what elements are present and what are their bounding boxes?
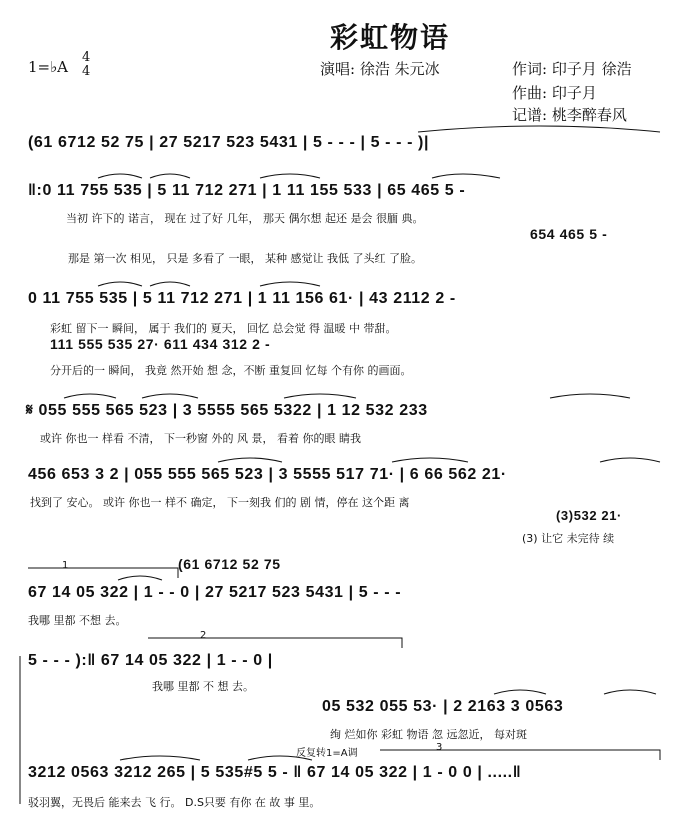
slur (248, 756, 312, 760)
slur (98, 174, 142, 178)
slur (494, 690, 546, 694)
notation-line: 05 532 055 53· | 2 2163 3 0563 (322, 698, 564, 715)
notation-line: 67 14 05 322 | 1 - - 0 | 27 5217 523 5431 | 5 - - - (28, 584, 402, 601)
lyric-line: 驳羽翼，无畏后 能来去 飞 行。 D.S只要 有你 在 故 事 里。 (28, 796, 321, 809)
slur (604, 690, 656, 694)
slur (98, 282, 142, 286)
lyric-line: 当初 许下的 诺言， 现在 过了好 几年， 那天 偶尔想 起还 是会 很腼 典。 (66, 212, 424, 225)
slur (418, 126, 660, 132)
lyricist: 作词: 印子月 徐浩 (512, 60, 632, 78)
lyric-line: 我哪 里都 不想 去。 (28, 614, 127, 627)
slur (260, 282, 320, 286)
song-title: 彩虹物语 (330, 21, 451, 54)
slur (150, 282, 190, 286)
notation-line: 0 11 755 535 | 5 11 712 271 | 1 11 156 61· | 43 2112 2 - (28, 290, 456, 307)
volta-number: 2 (200, 630, 207, 641)
slur (432, 174, 500, 178)
slur (600, 458, 660, 462)
lyric-line: (3) 让它 未完待 续 (522, 532, 615, 545)
volta-bracket (380, 750, 660, 760)
notation-line: 5 - - - ):‖ 67 14 05 322 | 1 - - 0 | (28, 652, 273, 669)
slur (120, 756, 200, 760)
slur (218, 458, 282, 462)
notation-line: ‖:0 11 755 535 | 5 11 712 271 | 1 11 155 533 | 65 465 5 - (28, 182, 466, 199)
notation-line: 111 555 535 27· 611 434 312 2 - (50, 336, 271, 352)
composer: 作曲: 印子月 (512, 84, 597, 102)
time-signature-top: 4 (82, 50, 91, 65)
lyric-line: 找到了 安心。 或许 你也一 样不 确定， 下一刻我 们的 剧 情，停在 这个距 离 (30, 496, 410, 509)
volta-number: 1 (62, 560, 69, 571)
time-signature-bottom: 4 (82, 64, 91, 79)
lyric-line: 绚 烂如你 彩虹 物语 忽 远忽近， 每对斑 (330, 728, 527, 741)
notation-line: 654 465 5 - (530, 226, 608, 242)
notation-line: 456 653 3 2 | 055 555 565 523 | 3 5555 517 71· | 6 66 562 21· (28, 466, 507, 483)
notation-line: (61 6712 52 75 (178, 556, 281, 572)
slur (284, 394, 356, 398)
slur (118, 576, 162, 580)
lyric-line: 或许 你也一 样看 不清， 下一秒窗 外的 风 景， 看着 你的眼 睛我 (40, 432, 361, 445)
lyric-line: 那是 第一次 相见， 只是 多看了 一眼， 某种 感觉让 我低 了头红 了脸。 (68, 252, 422, 265)
lyric-line: 我哪 里都 不 想 去。 (152, 680, 254, 693)
volta-bracket (28, 568, 178, 578)
lyric-line: 彩虹 留下一 瞬间， 属于 我们的 夏天， 回忆 总会觉 得 温暖 中 带甜。 (50, 322, 397, 335)
key-signature: 1=♭A (28, 58, 69, 76)
slur (392, 458, 468, 462)
modulation-mark: 反复转1=A调 (296, 748, 358, 759)
singers: 演唱: 徐浩 朱元冰 (320, 60, 440, 78)
slur (142, 394, 198, 398)
notation-line: 𝄋 055 555 565 523 | 3 5555 565 5322 | 1 12 532 233 (26, 402, 428, 419)
transcriber: 记谱: 桃李醉春风 (512, 106, 627, 124)
notation-line: (3)532 21· (556, 508, 622, 523)
slur (64, 394, 116, 398)
notation-line: (61 6712 52 75 | 27 5217 523 5431 | 5 - - - | 5 - - - )| (28, 134, 430, 151)
volta-number: 3 (436, 742, 443, 753)
lyric-line: 分开后的一 瞬间， 我竟 然开始 想 念，不断 重复回 忆每 个有你 的画面。 (50, 364, 412, 377)
slur (150, 174, 190, 178)
slur (550, 394, 630, 398)
slur (260, 174, 320, 178)
notation-line: 3212 0563 3212 265 | 5 535#5 5 - ‖ 67 14 05 322 | 1 - 0 0 | .....‖ (28, 764, 522, 781)
volta-bracket (148, 638, 402, 648)
